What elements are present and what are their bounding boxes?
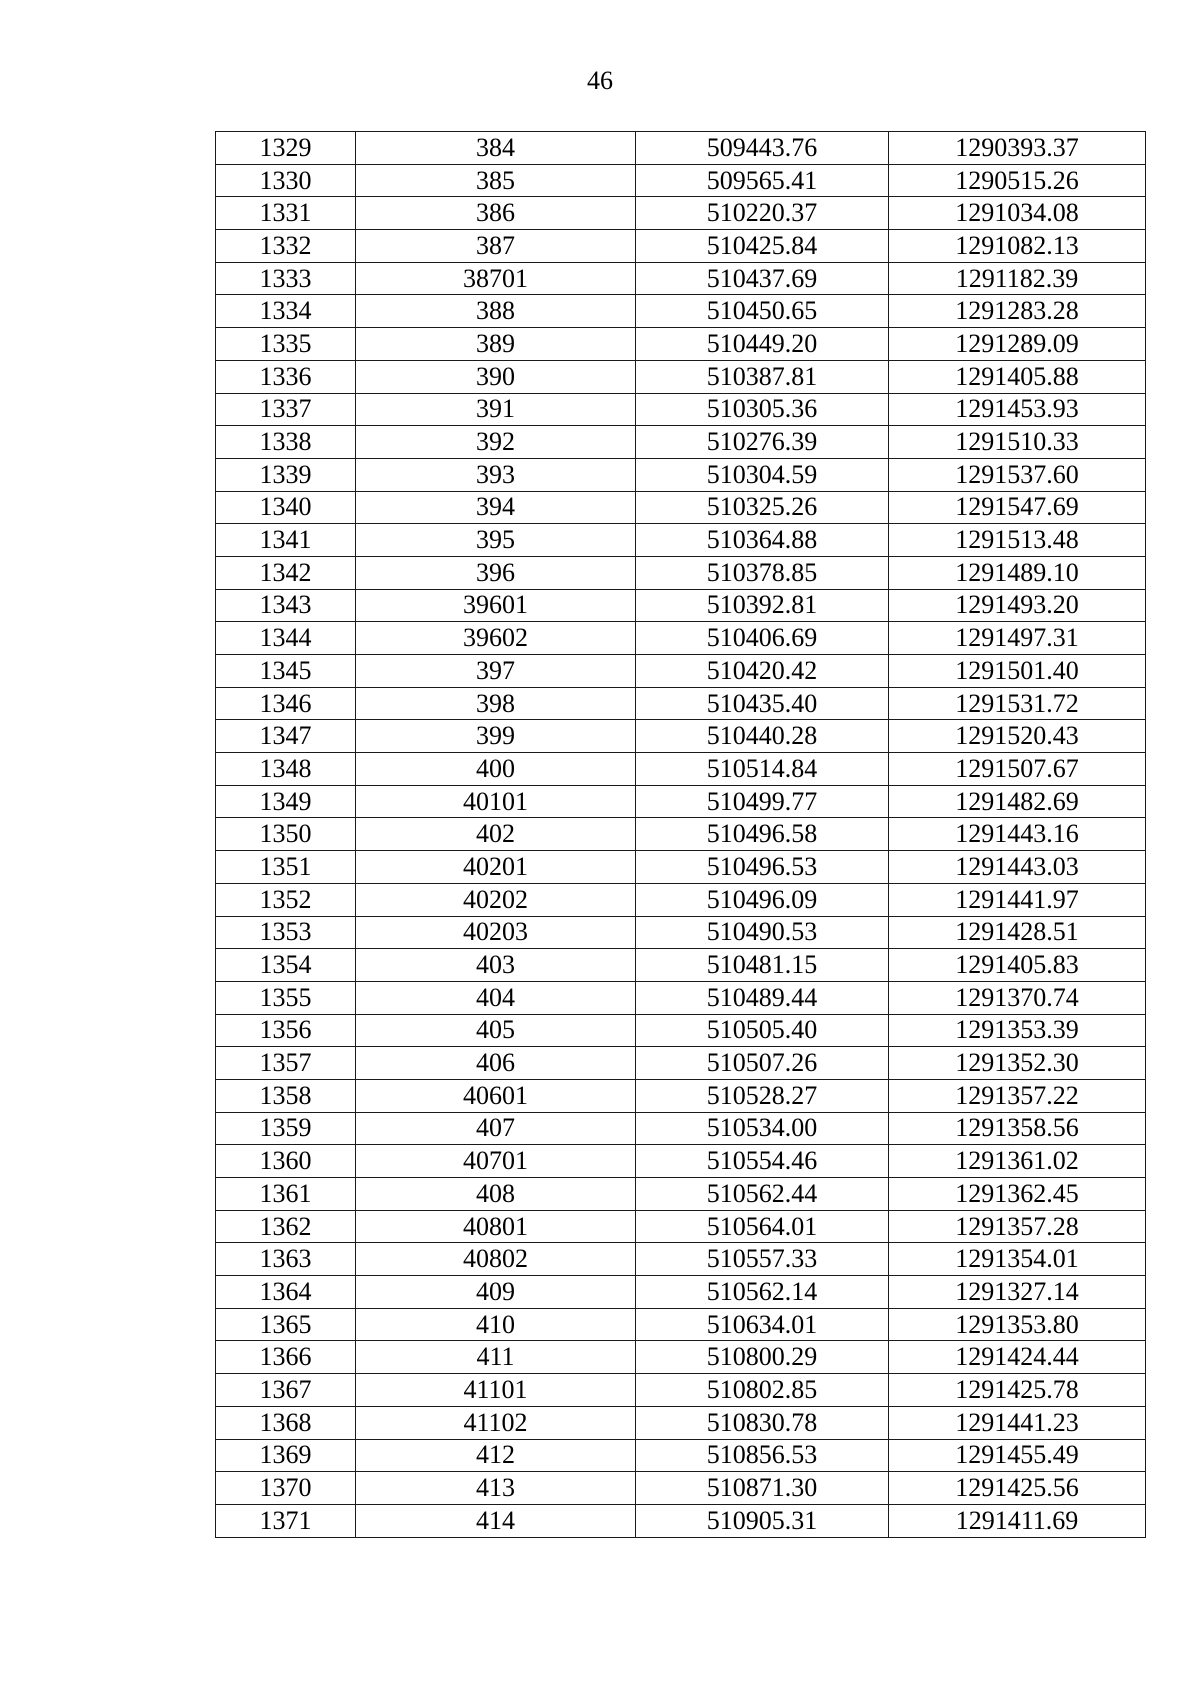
row-index-cell: 1334: [216, 295, 356, 328]
y-coordinate-cell: 1291357.22: [889, 1079, 1146, 1112]
row-index-cell: 1370: [216, 1472, 356, 1505]
x-coordinate-cell: 510505.40: [636, 1014, 889, 1047]
row-index-cell: 1349: [216, 785, 356, 818]
y-coordinate-cell: 1291501.40: [889, 655, 1146, 688]
y-coordinate-cell: 1291358.56: [889, 1112, 1146, 1145]
point-number-cell: 40203: [356, 916, 636, 949]
x-coordinate-cell: 510481.15: [636, 949, 889, 982]
point-number-cell: 406: [356, 1047, 636, 1080]
point-number-cell: 396: [356, 556, 636, 589]
point-number-cell: 392: [356, 426, 636, 459]
row-index-cell: 1332: [216, 230, 356, 263]
y-coordinate-cell: 1290515.26: [889, 164, 1146, 197]
row-index-cell: 1365: [216, 1308, 356, 1341]
row-index-cell: 1342: [216, 556, 356, 589]
x-coordinate-cell: 510304.59: [636, 458, 889, 491]
x-coordinate-cell: 510406.69: [636, 622, 889, 655]
row-index-cell: 1353: [216, 916, 356, 949]
row-index-cell: 1335: [216, 328, 356, 361]
point-number-cell: 386: [356, 197, 636, 230]
table-row: [216, 1047, 1146, 1080]
row-index-cell: 1354: [216, 949, 356, 982]
row-index-cell: 1371: [216, 1504, 356, 1537]
point-number-cell: 40802: [356, 1243, 636, 1276]
y-coordinate-cell: 1291443.03: [889, 851, 1146, 884]
y-coordinate-cell: 1291424.44: [889, 1341, 1146, 1374]
point-number-cell: 40801: [356, 1210, 636, 1243]
point-number-cell: 40601: [356, 1079, 636, 1112]
row-index-cell: 1345: [216, 655, 356, 688]
point-number-cell: 40701: [356, 1145, 636, 1178]
table-row: [216, 1112, 1146, 1145]
table-row: [216, 949, 1146, 982]
x-coordinate-cell: 510514.84: [636, 753, 889, 786]
table-row: [216, 1406, 1146, 1439]
x-coordinate-cell: 510830.78: [636, 1406, 889, 1439]
table-row: [216, 883, 1146, 916]
row-index-cell: 1352: [216, 883, 356, 916]
table-row: [216, 720, 1146, 753]
y-coordinate-cell: 1291327.14: [889, 1276, 1146, 1309]
x-coordinate-cell: 510496.53: [636, 851, 889, 884]
x-coordinate-cell: 510435.40: [636, 687, 889, 720]
x-coordinate-cell: 510325.26: [636, 491, 889, 524]
y-coordinate-cell: 1291531.72: [889, 687, 1146, 720]
x-coordinate-cell: 510440.28: [636, 720, 889, 753]
y-coordinate-cell: 1291425.56: [889, 1472, 1146, 1505]
x-coordinate-cell: 510392.81: [636, 589, 889, 622]
y-coordinate-cell: 1291520.43: [889, 720, 1146, 753]
table-row: [216, 1472, 1146, 1505]
row-index-cell: 1333: [216, 262, 356, 295]
x-coordinate-cell: 510856.53: [636, 1439, 889, 1472]
table-row: [216, 1243, 1146, 1276]
row-index-cell: 1367: [216, 1374, 356, 1407]
page-number: 46: [587, 66, 613, 95]
y-coordinate-cell: 1291537.60: [889, 458, 1146, 491]
row-index-cell: 1364: [216, 1276, 356, 1309]
y-coordinate-cell: 1291357.28: [889, 1210, 1146, 1243]
table-row: [216, 556, 1146, 589]
x-coordinate-cell: 510489.44: [636, 981, 889, 1014]
point-number-cell: 414: [356, 1504, 636, 1537]
y-coordinate-cell: 1291370.74: [889, 981, 1146, 1014]
x-coordinate-cell: 510220.37: [636, 197, 889, 230]
y-coordinate-cell: 1291361.02: [889, 1145, 1146, 1178]
y-coordinate-cell: 1291034.08: [889, 197, 1146, 230]
point-number-cell: 39602: [356, 622, 636, 655]
point-number-cell: 407: [356, 1112, 636, 1145]
table-row: [216, 687, 1146, 720]
point-number-cell: 393: [356, 458, 636, 491]
y-coordinate-cell: 1291493.20: [889, 589, 1146, 622]
point-number-cell: 389: [356, 328, 636, 361]
x-coordinate-cell: 510802.85: [636, 1374, 889, 1407]
y-coordinate-cell: 1291441.97: [889, 883, 1146, 916]
table-row: [216, 1341, 1146, 1374]
y-coordinate-cell: 1290393.37: [889, 132, 1146, 165]
x-coordinate-cell: 509565.41: [636, 164, 889, 197]
table-row: [216, 491, 1146, 524]
point-number-cell: 39601: [356, 589, 636, 622]
row-index-cell: 1346: [216, 687, 356, 720]
point-number-cell: 394: [356, 491, 636, 524]
y-coordinate-cell: 1291283.28: [889, 295, 1146, 328]
table-row: [216, 426, 1146, 459]
point-number-cell: 40202: [356, 883, 636, 916]
x-coordinate-cell: 510562.44: [636, 1178, 889, 1211]
point-number-cell: 408: [356, 1178, 636, 1211]
row-index-cell: 1360: [216, 1145, 356, 1178]
row-index-cell: 1366: [216, 1341, 356, 1374]
row-index-cell: 1340: [216, 491, 356, 524]
point-number-cell: 404: [356, 981, 636, 1014]
row-index-cell: 1341: [216, 524, 356, 557]
row-index-cell: 1363: [216, 1243, 356, 1276]
table-row: [216, 164, 1146, 197]
row-index-cell: 1331: [216, 197, 356, 230]
table-row: [216, 230, 1146, 263]
y-coordinate-cell: 1291428.51: [889, 916, 1146, 949]
coordinates-table-body: [216, 132, 1146, 1538]
table-row: [216, 524, 1146, 557]
point-number-cell: 40201: [356, 851, 636, 884]
y-coordinate-cell: 1291405.88: [889, 360, 1146, 393]
x-coordinate-cell: 510305.36: [636, 393, 889, 426]
x-coordinate-cell: 510364.88: [636, 524, 889, 557]
table-row: [216, 785, 1146, 818]
y-coordinate-cell: 1291352.30: [889, 1047, 1146, 1080]
row-index-cell: 1357: [216, 1047, 356, 1080]
x-coordinate-cell: 510425.84: [636, 230, 889, 263]
y-coordinate-cell: 1291425.78: [889, 1374, 1146, 1407]
row-index-cell: 1359: [216, 1112, 356, 1145]
point-number-cell: 388: [356, 295, 636, 328]
point-number-cell: 390: [356, 360, 636, 393]
table-row: [216, 916, 1146, 949]
y-coordinate-cell: 1291547.69: [889, 491, 1146, 524]
table-row: [216, 753, 1146, 786]
table-row: [216, 1439, 1146, 1472]
x-coordinate-cell: 510450.65: [636, 295, 889, 328]
x-coordinate-cell: 510378.85: [636, 556, 889, 589]
table-row: [216, 1145, 1146, 1178]
table-row: [216, 981, 1146, 1014]
table-row: [216, 458, 1146, 491]
x-coordinate-cell: 510496.09: [636, 883, 889, 916]
row-index-cell: 1361: [216, 1178, 356, 1211]
table-row: [216, 622, 1146, 655]
y-coordinate-cell: 1291362.45: [889, 1178, 1146, 1211]
table-row: [216, 295, 1146, 328]
point-number-cell: 403: [356, 949, 636, 982]
y-coordinate-cell: 1291353.39: [889, 1014, 1146, 1047]
row-index-cell: 1343: [216, 589, 356, 622]
y-coordinate-cell: 1291289.09: [889, 328, 1146, 361]
x-coordinate-cell: 510554.46: [636, 1145, 889, 1178]
table-row: [216, 1178, 1146, 1211]
row-index-cell: 1358: [216, 1079, 356, 1112]
y-coordinate-cell: 1291441.23: [889, 1406, 1146, 1439]
y-coordinate-cell: 1291513.48: [889, 524, 1146, 557]
y-coordinate-cell: 1291353.80: [889, 1308, 1146, 1341]
row-index-cell: 1347: [216, 720, 356, 753]
x-coordinate-cell: 510562.14: [636, 1276, 889, 1309]
table-row: [216, 132, 1146, 165]
table-row: [216, 1308, 1146, 1341]
x-coordinate-cell: 510564.01: [636, 1210, 889, 1243]
table-row: [216, 1210, 1146, 1243]
point-number-cell: 398: [356, 687, 636, 720]
x-coordinate-cell: 510499.77: [636, 785, 889, 818]
table-row: [216, 360, 1146, 393]
row-index-cell: 1348: [216, 753, 356, 786]
x-coordinate-cell: 510534.00: [636, 1112, 889, 1145]
y-coordinate-cell: 1291507.67: [889, 753, 1146, 786]
point-number-cell: 409: [356, 1276, 636, 1309]
x-coordinate-cell: 510387.81: [636, 360, 889, 393]
x-coordinate-cell: 510420.42: [636, 655, 889, 688]
y-coordinate-cell: 1291405.83: [889, 949, 1146, 982]
y-coordinate-cell: 1291182.39: [889, 262, 1146, 295]
point-number-cell: 395: [356, 524, 636, 557]
y-coordinate-cell: 1291453.93: [889, 393, 1146, 426]
y-coordinate-cell: 1291510.33: [889, 426, 1146, 459]
point-number-cell: 412: [356, 1439, 636, 1472]
y-coordinate-cell: 1291489.10: [889, 556, 1146, 589]
row-index-cell: 1337: [216, 393, 356, 426]
y-coordinate-cell: 1291443.16: [889, 818, 1146, 851]
point-number-cell: 385: [356, 164, 636, 197]
x-coordinate-cell: 510437.69: [636, 262, 889, 295]
x-coordinate-cell: 510276.39: [636, 426, 889, 459]
point-number-cell: 405: [356, 1014, 636, 1047]
y-coordinate-cell: 1291497.31: [889, 622, 1146, 655]
x-coordinate-cell: 510557.33: [636, 1243, 889, 1276]
row-index-cell: 1351: [216, 851, 356, 884]
x-coordinate-cell: 510634.01: [636, 1308, 889, 1341]
point-number-cell: 399: [356, 720, 636, 753]
x-coordinate-cell: 510507.26: [636, 1047, 889, 1080]
row-index-cell: 1356: [216, 1014, 356, 1047]
y-coordinate-cell: 1291482.69: [889, 785, 1146, 818]
row-index-cell: 1339: [216, 458, 356, 491]
row-index-cell: 1368: [216, 1406, 356, 1439]
point-number-cell: 400: [356, 753, 636, 786]
table-row: [216, 1504, 1146, 1537]
x-coordinate-cell: 510528.27: [636, 1079, 889, 1112]
x-coordinate-cell: 510871.30: [636, 1472, 889, 1505]
point-number-cell: 41102: [356, 1406, 636, 1439]
point-number-cell: 413: [356, 1472, 636, 1505]
x-coordinate-cell: 510800.29: [636, 1341, 889, 1374]
row-index-cell: 1330: [216, 164, 356, 197]
row-index-cell: 1336: [216, 360, 356, 393]
table-row: [216, 1374, 1146, 1407]
y-coordinate-cell: 1291082.13: [889, 230, 1146, 263]
row-index-cell: 1344: [216, 622, 356, 655]
x-coordinate-cell: 510905.31: [636, 1504, 889, 1537]
table-row: [216, 328, 1146, 361]
table-row: [216, 655, 1146, 688]
row-index-cell: 1350: [216, 818, 356, 851]
point-number-cell: 38701: [356, 262, 636, 295]
table-row: [216, 393, 1146, 426]
y-coordinate-cell: 1291455.49: [889, 1439, 1146, 1472]
table-row: [216, 1079, 1146, 1112]
point-number-cell: 402: [356, 818, 636, 851]
coordinates-table: [215, 131, 1146, 1538]
table-row: [216, 262, 1146, 295]
point-number-cell: 411: [356, 1341, 636, 1374]
row-index-cell: 1355: [216, 981, 356, 1014]
point-number-cell: 391: [356, 393, 636, 426]
y-coordinate-cell: 1291411.69: [889, 1504, 1146, 1537]
row-index-cell: 1338: [216, 426, 356, 459]
row-index-cell: 1329: [216, 132, 356, 165]
point-number-cell: 41101: [356, 1374, 636, 1407]
point-number-cell: 397: [356, 655, 636, 688]
y-coordinate-cell: 1291354.01: [889, 1243, 1146, 1276]
point-number-cell: 40101: [356, 785, 636, 818]
x-coordinate-cell: 510496.58: [636, 818, 889, 851]
point-number-cell: 387: [356, 230, 636, 263]
table-row: [216, 197, 1146, 230]
row-index-cell: 1362: [216, 1210, 356, 1243]
table-row: [216, 818, 1146, 851]
x-coordinate-cell: 510449.20: [636, 328, 889, 361]
table-row: [216, 851, 1146, 884]
table-row: [216, 1276, 1146, 1309]
point-number-cell: 410: [356, 1308, 636, 1341]
row-index-cell: 1369: [216, 1439, 356, 1472]
table-row: [216, 1014, 1146, 1047]
x-coordinate-cell: 510490.53: [636, 916, 889, 949]
table-row: [216, 589, 1146, 622]
point-number-cell: 384: [356, 132, 636, 165]
x-coordinate-cell: 509443.76: [636, 132, 889, 165]
